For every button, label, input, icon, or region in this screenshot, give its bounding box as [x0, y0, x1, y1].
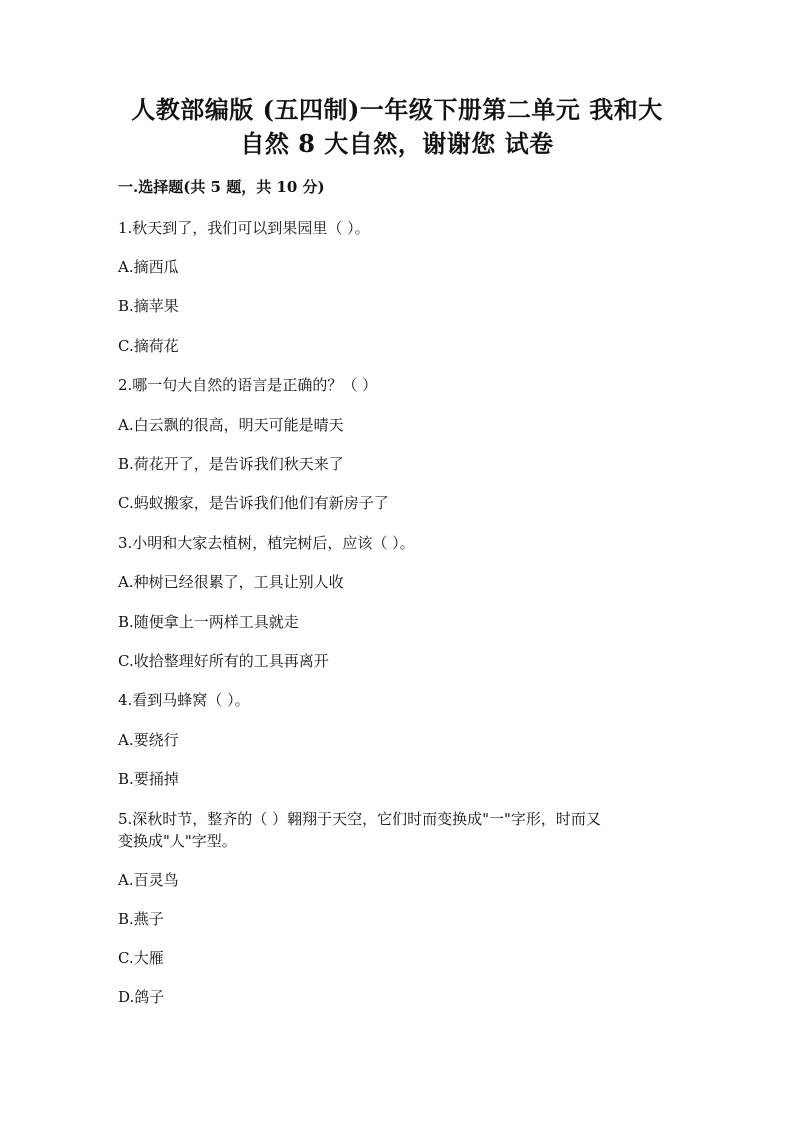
question-5-option-a: A.百灵鸟: [118, 871, 179, 889]
page-title: [110, 93, 684, 161]
title-line-1: 人教部编版 (五四制)一年级下册第二单元 我和大: [131, 95, 663, 124]
question-2-stem: 2.哪一句大自然的语言是正确的？（ ）: [118, 376, 378, 394]
question-3-option-b: B.随便拿上一两样工具就走: [118, 613, 299, 631]
question-2-option-a: A.白云飘的很高，明天可能是晴天: [118, 416, 344, 434]
question-5-option-b: B.燕子: [118, 910, 164, 928]
question-1-option-a: A.摘西瓜: [118, 258, 179, 276]
question-1-option-c: C.摘荷花: [118, 337, 179, 355]
question-5-option-d: D.鸽子: [118, 988, 165, 1006]
question-3-stem: 3.小明和大家去植树，植完树后，应该（ ）。: [118, 534, 415, 552]
question-4-option-b: B.要捅掉: [118, 770, 179, 788]
question-3-option-a: A.种树已经很累了，工具让别人收: [118, 573, 344, 591]
question-3-option-c: C.收拾整理好所有的工具再离开: [118, 652, 329, 670]
question-5-option-c: C.大雁: [118, 949, 164, 967]
question-5-stem-line-2: 变换成"人"字型。: [118, 832, 237, 850]
question-1-stem: 1.秋天到了，我们可以到果园里（ ）。: [118, 219, 370, 237]
title-line-2: 自然 8 大自然，谢谢您 试卷: [240, 129, 554, 158]
question-1-option-b: B.摘苹果: [118, 297, 179, 315]
question-4-option-a: A.要绕行: [118, 731, 179, 749]
question-2-option-c: C.蚂蚁搬家，是告诉我们他们有新房子了: [118, 494, 389, 512]
question-2-option-b: B.荷花开了，是告诉我们秋天来了: [118, 455, 344, 473]
section-heading: 一.选择题(共 5 题，共 10 分): [118, 178, 325, 196]
question-5-stem-line-1: 5.深秋时节，整齐的（ ）翱翔于天空，它们时而变换成"一"字形，时而又: [118, 810, 601, 828]
question-4-stem: 4.看到马蜂窝（ ）。: [118, 691, 250, 709]
